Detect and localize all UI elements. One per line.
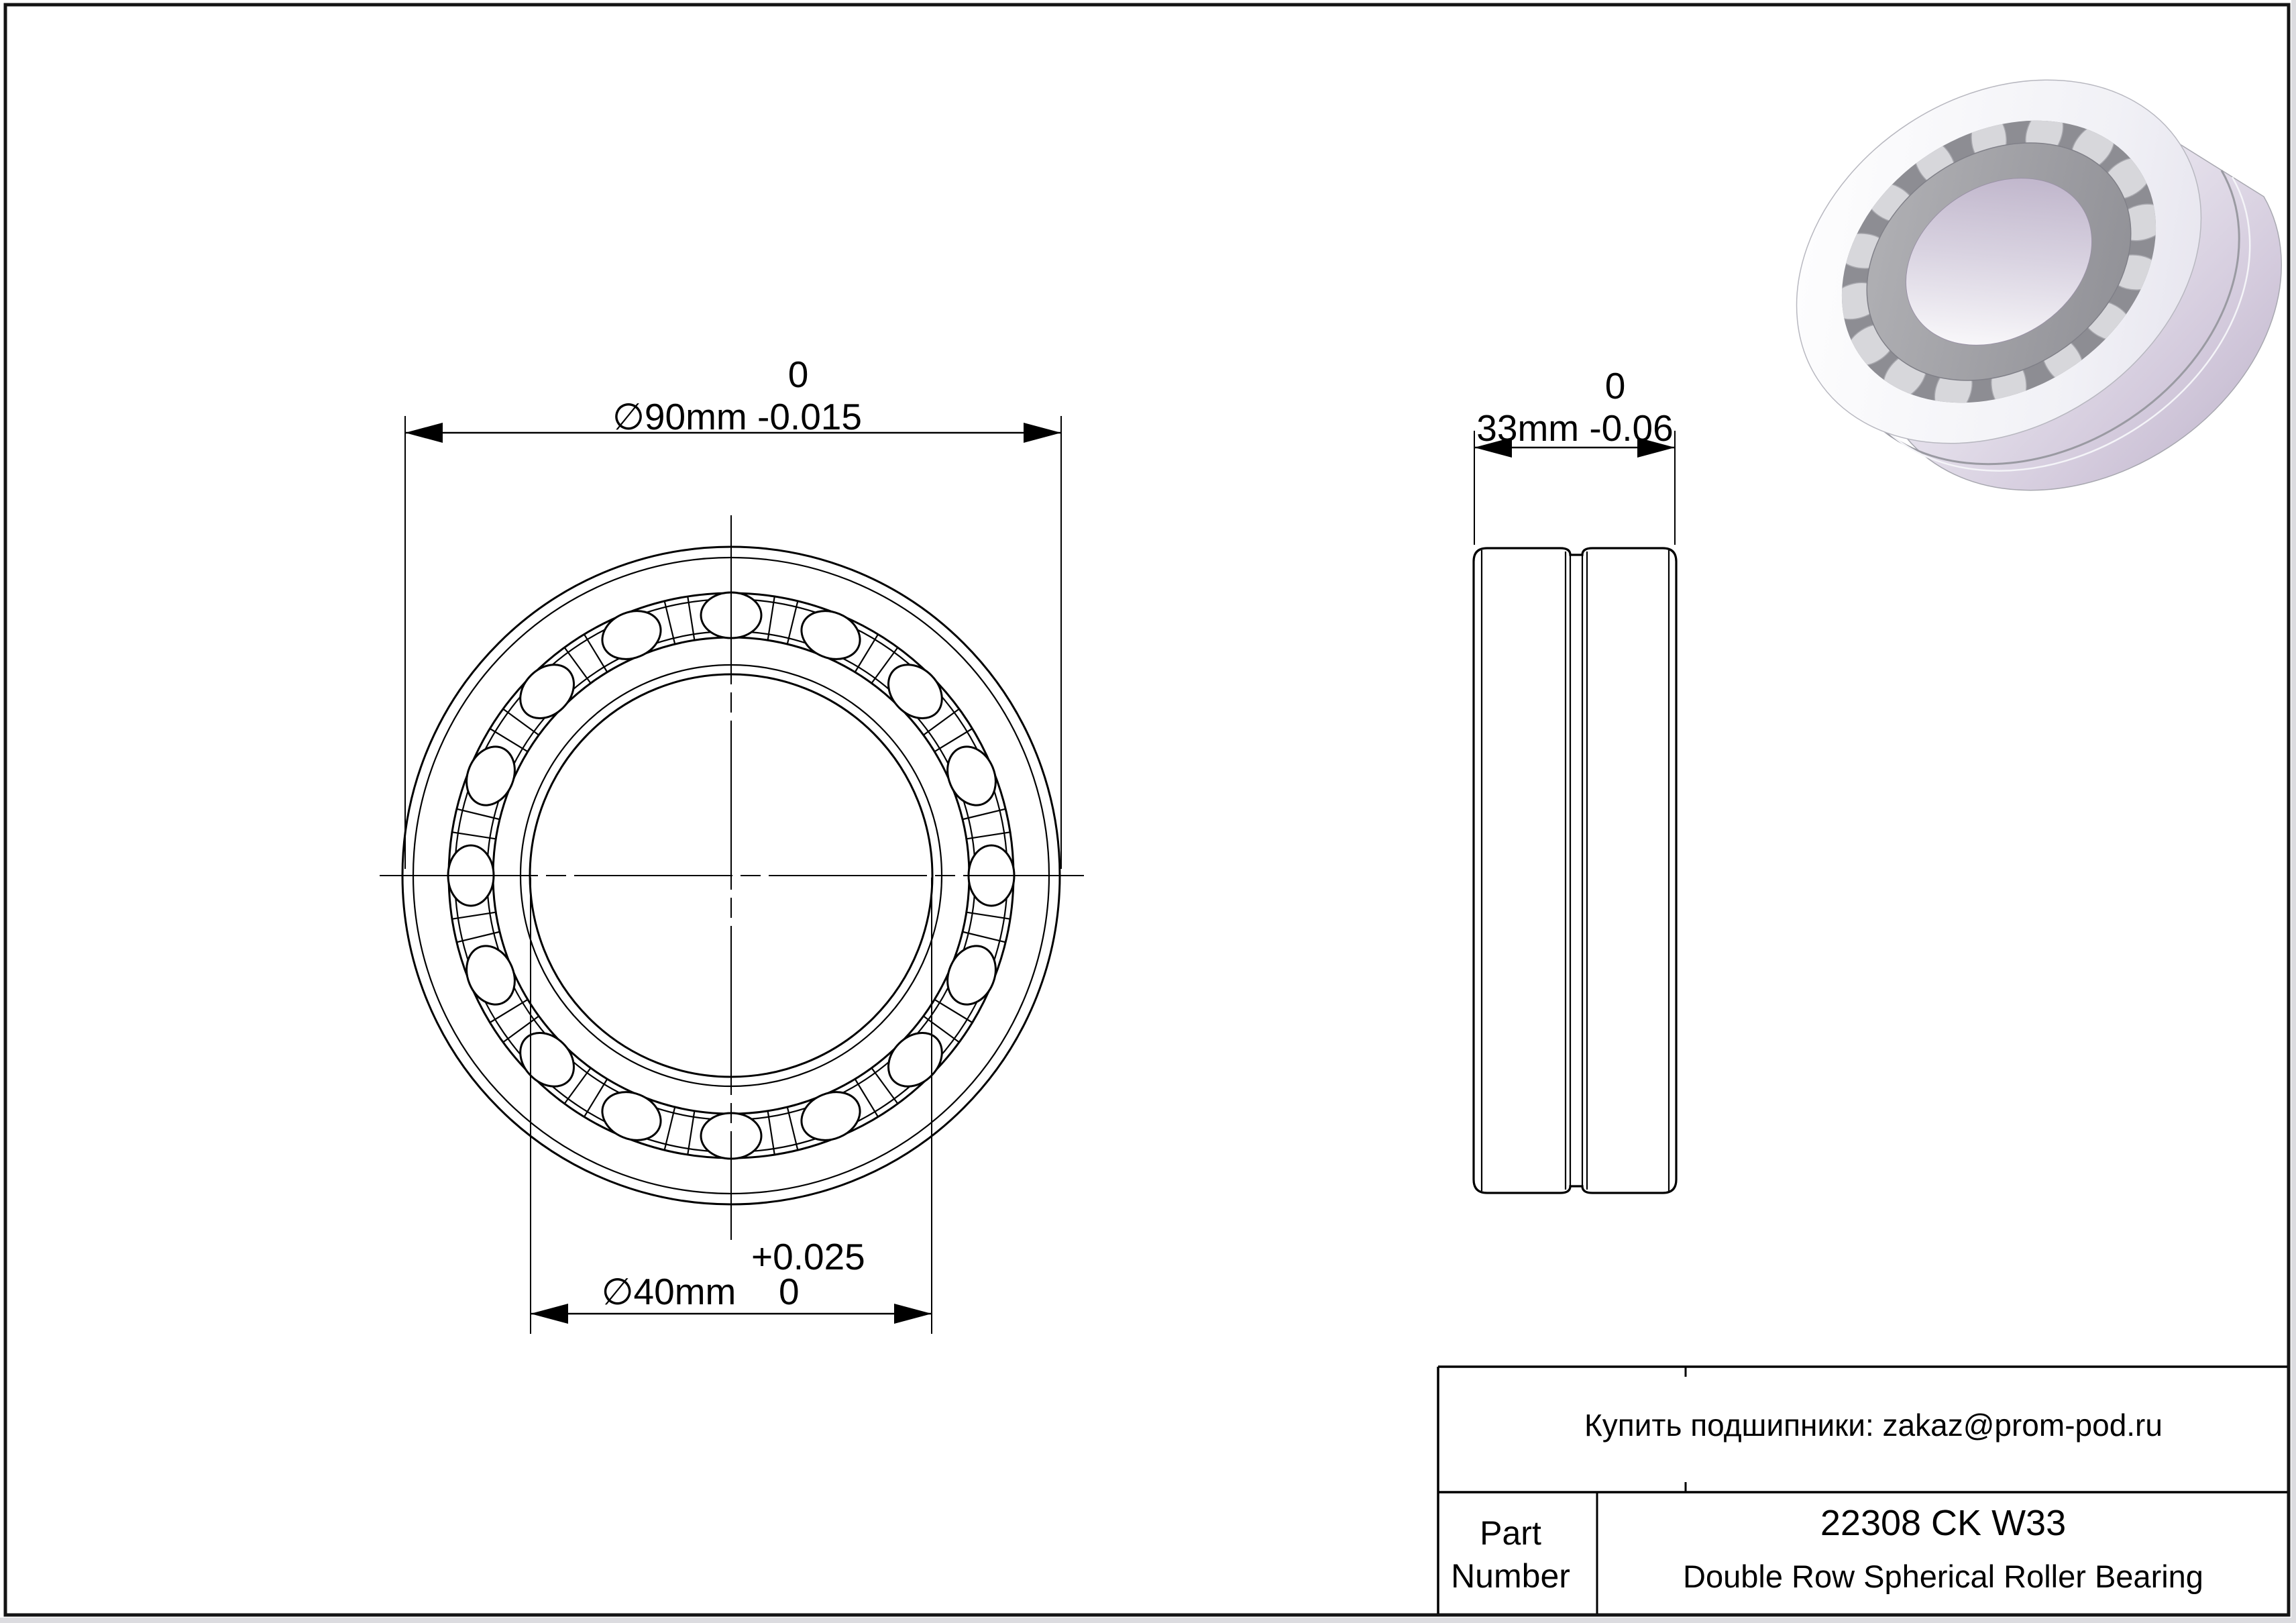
title-block (1438, 1367, 2287, 1614)
roller (794, 1084, 867, 1149)
dimension-width (1474, 365, 1675, 545)
cage-bar (787, 1108, 798, 1149)
arrowhead-left (405, 423, 443, 443)
tolerance-upper: +0.025 (751, 1236, 865, 1277)
tolerance-upper: 0 (1604, 365, 1626, 407)
dimension-text: 33mm -0.06 (1476, 407, 1674, 449)
roller (510, 1023, 585, 1098)
side-view (1474, 548, 1676, 1193)
roller (458, 939, 523, 1012)
front-view (380, 515, 1084, 1240)
cage-bar (768, 1112, 775, 1154)
cage-bar (963, 809, 1005, 819)
part-description: Double Row Spherical Roller Bearing (1683, 1559, 2203, 1594)
cage-bar (967, 912, 1009, 919)
bearing-3d-render (1728, 5, 2281, 517)
cage-bar (457, 932, 499, 942)
roller (595, 603, 668, 668)
roller (939, 939, 1004, 1012)
part-number: 22308 CK W33 (1820, 1503, 2067, 1543)
roller (878, 1023, 953, 1098)
cage-bar (688, 1112, 694, 1154)
roller (878, 654, 953, 729)
part-label-line2: Number (1451, 1557, 1570, 1595)
right-edge-strip (2291, 0, 2296, 1623)
roller (458, 739, 523, 813)
cage-bar (688, 597, 694, 639)
roller (510, 654, 585, 729)
part-label-line1: Part (1480, 1514, 1541, 1552)
cage-bar (768, 597, 775, 639)
cage-bar (787, 602, 798, 643)
tolerance-lower: 0 (779, 1271, 800, 1312)
arrowhead-left (531, 1304, 568, 1324)
cage-bar (457, 809, 499, 819)
dimension-text: ∅40mm (601, 1271, 736, 1312)
arrowhead-right (1024, 423, 1061, 443)
arrowhead-right (894, 1304, 932, 1324)
cage-bar (963, 932, 1005, 942)
bottom-edge-strip (0, 1618, 2296, 1623)
tolerance-upper: 0 (787, 354, 809, 395)
cage-bar (665, 1108, 675, 1149)
cage-bar (453, 912, 495, 919)
roller (794, 603, 867, 668)
cage-bar (453, 832, 495, 839)
side-outline (1474, 548, 1676, 1193)
roller (939, 739, 1004, 813)
dimension-text: ∅90mm -0.015 (612, 396, 862, 437)
roller (595, 1084, 668, 1149)
cage-bar (665, 602, 675, 643)
supplier-note: Купить подшипники: zakaz@prom-pod.ru (1584, 1408, 2163, 1443)
cage-bar (967, 832, 1009, 839)
